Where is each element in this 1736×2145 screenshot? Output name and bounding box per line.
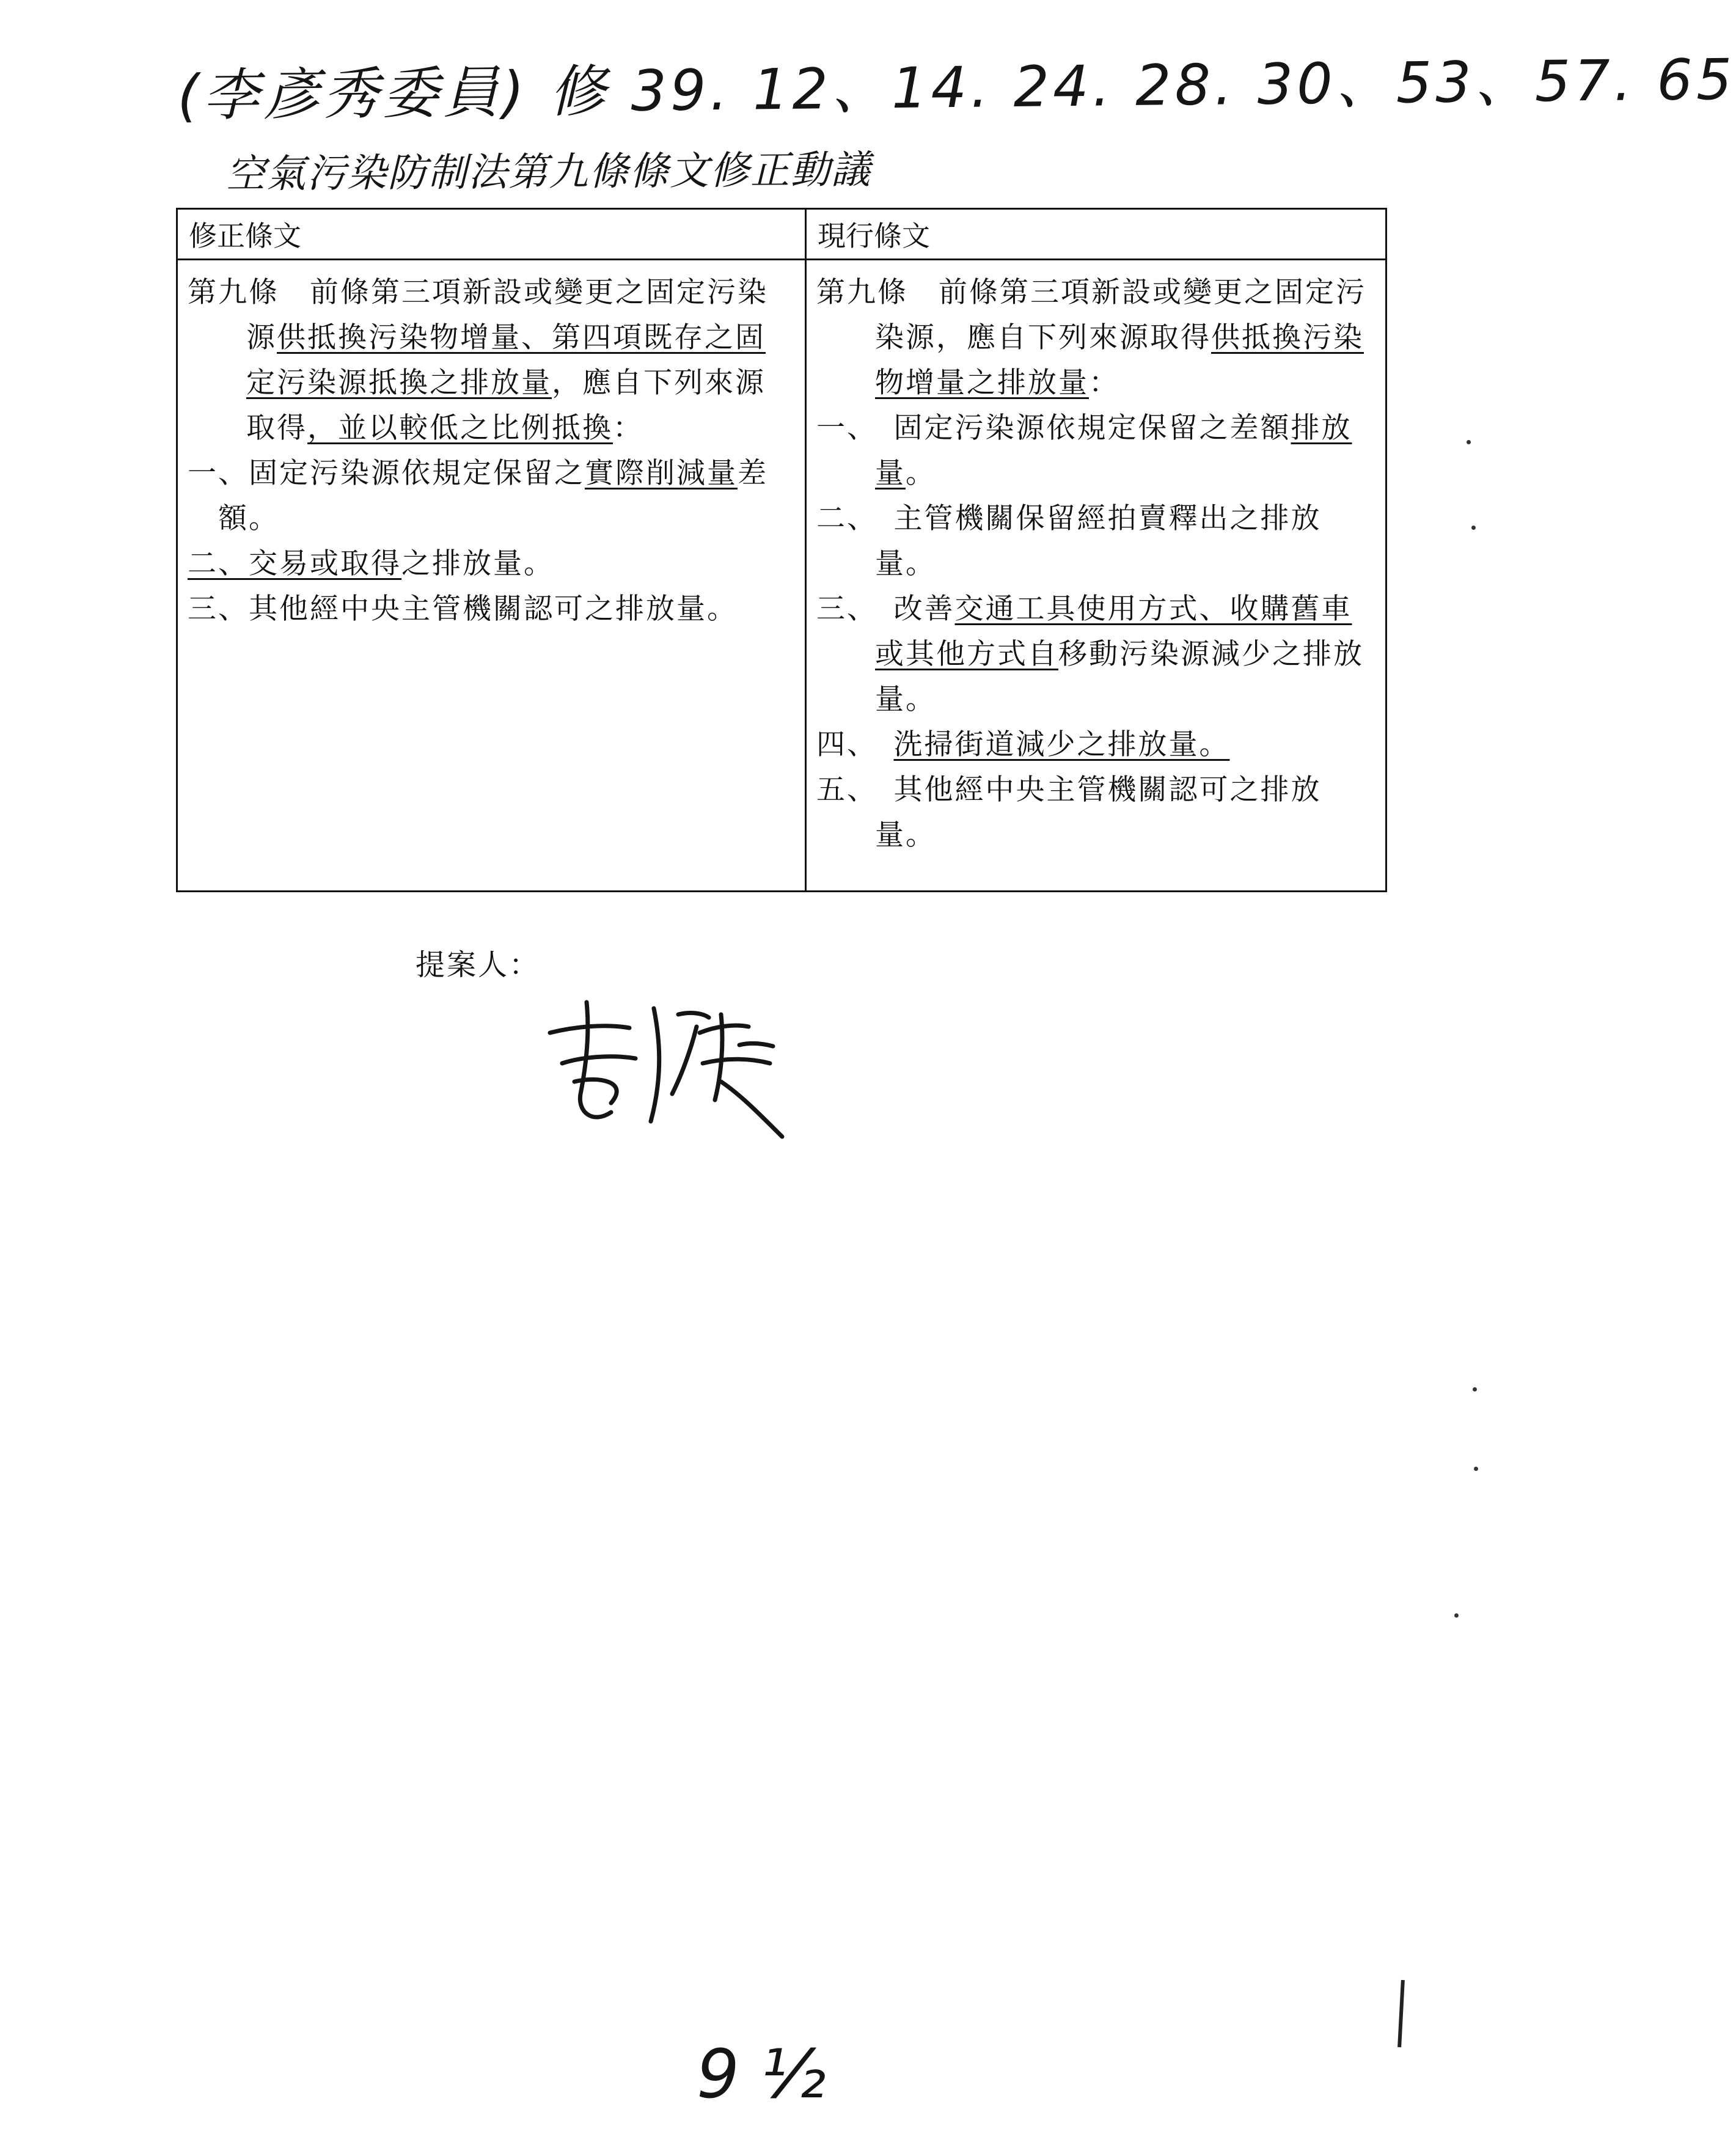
text-segment: 之排放量。 <box>401 547 554 581</box>
revised-article-text <box>188 270 795 632</box>
current-item-3 <box>816 587 1375 722</box>
current-article-text <box>816 270 1375 858</box>
current-article-lead <box>816 270 1375 406</box>
table-body-row <box>177 260 1386 892</box>
underlined-text-segment: 排放量 <box>875 411 1352 490</box>
table-header-row <box>177 209 1386 260</box>
text-segment: ： <box>613 411 643 445</box>
handwritten-header-title: (李彥秀委員) 修 39. 12、14. 24. 28. 30、53、57. 65 <box>177 46 1736 129</box>
handwritten-header-subtitle: 空氣污染防制法第九條條文修正動議 <box>225 147 872 197</box>
underlined-text-segment: 二、交易或取得 <box>188 547 401 581</box>
scan-speck <box>1467 440 1471 444</box>
text-segment: 三、 改善 <box>816 592 955 626</box>
underlined-text-segment: 實際削減量 <box>585 457 738 490</box>
underlined-text-segment: 供抵換污染物增量、第四項既存之固定污染源抵換之排放量 <box>246 321 766 400</box>
revised-item-2 <box>188 541 795 587</box>
text-segment: 一、 固定污染源依規定保留之差額 <box>816 411 1291 445</box>
underlined-text-segment: 供抵換污染物增量之排放量 <box>875 321 1364 400</box>
text-segment: 移動污染源減少之排放量。 <box>875 637 1364 716</box>
current-article-cell <box>806 260 1386 892</box>
revised-column-header: 修正條文 <box>177 209 806 260</box>
text-segment: ，應自下列來源取得 <box>246 366 766 445</box>
scan-speck <box>1471 526 1476 530</box>
proposer-label: 提案人： <box>416 948 541 982</box>
underlined-text-segment: 洗掃街道減少之排放量。 <box>893 728 1230 761</box>
revised-article-cell <box>177 260 806 892</box>
comparison-table <box>176 208 1387 892</box>
current-item-5: 五、 其他經中央主管機關認可之排放量。 <box>816 773 1322 852</box>
scan-speck <box>1474 1467 1478 1471</box>
revised-item-3: 三、其他經中央主管機關認可之排放量。 <box>188 592 738 626</box>
scan-speck <box>1454 1613 1459 1618</box>
text-segment: 四、 <box>816 728 894 761</box>
text-segment: ： <box>1089 366 1119 400</box>
text-segment: 。 <box>906 457 936 490</box>
current-item-4 <box>816 722 1375 768</box>
revised-item-1 <box>188 451 795 541</box>
handwritten-signature <box>538 990 819 1149</box>
text-segment: 前條第三項新設或變更之固定污染源，應自下列來源取得 <box>875 276 1366 354</box>
text-segment: 一、固定污染源依規定保留之 <box>188 457 585 490</box>
revised-article-lead <box>188 270 795 451</box>
underlined-text-segment: ，並以較低之比例抵換 <box>307 411 613 445</box>
handwritten-page-number: 9 ½ <box>697 2035 826 2113</box>
current-item-1 <box>816 406 1375 496</box>
revised-article-number: 第九條 <box>188 276 279 309</box>
text-segment: 前條第三項新設或變更之固定污染源 <box>246 276 768 354</box>
current-column-header: 現行條文 <box>806 209 1386 260</box>
underlined-text-segment: 交通工具使用方式、收購舊車或其他方式自 <box>875 592 1352 671</box>
scan-edge-mark <box>1397 1980 1405 2047</box>
scan-speck <box>1473 1387 1477 1392</box>
current-article-number: 第九條 <box>816 276 908 309</box>
current-item-2: 二、 主管機關保留經拍賣釋出之排放量。 <box>816 502 1322 581</box>
text-segment: 差額。 <box>218 457 768 535</box>
